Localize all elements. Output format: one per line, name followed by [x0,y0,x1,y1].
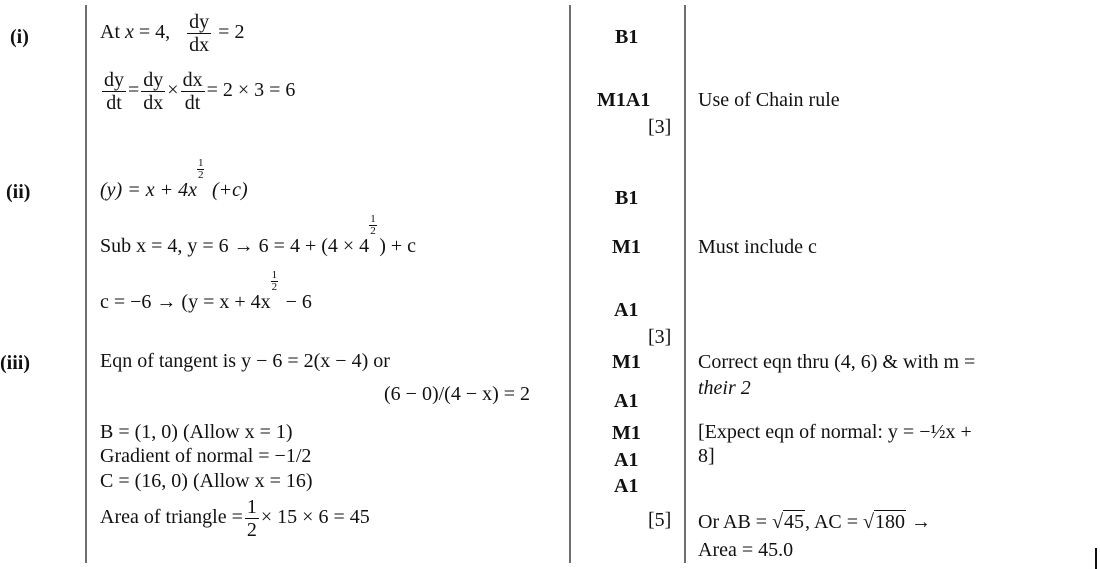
sqrt-symbol: √45 [772,511,805,533]
guidance-iii-5: Or AB = √45, AC = √180 → [698,511,931,533]
part-ii-working-line-1: (y) = x + 4x 1 2 (+c) [100,157,248,201]
part-iii-working-line-6: Area of triangle = $\frac{1}{2}$ × 15 × 6 = 45 [100,496,370,541]
total-i: [3] [648,116,672,138]
part-iii-working-line-4: Gradient of normal = −1/2 [100,445,312,467]
part-iii-working-line-2: (6 − 0)/(4 − x) = 2 [384,383,531,405]
dy-dx-fraction: $\frac{dy}{dx}$ [189,11,210,56]
part-iii-working-line-5: C = (16, 0) (Allow x = 16) [100,470,313,492]
column-divider-marks-left [569,5,571,563]
guidance-iii-6: Area = 45.0 [698,539,794,561]
total-ii: [3] [648,326,672,348]
mark-iii-1: M1 [612,351,641,373]
mark-iii-3: M1 [612,422,641,444]
part-ii-working-line-3: c = −6 → (y = x + 4x 1 2 − 6 [100,269,312,313]
mark-ii-1: B1 [615,187,639,209]
guidance-iii-2: their 2 [698,377,751,399]
column-divider-marks-right [684,5,686,563]
part-label-iii: (iii) [0,352,30,374]
part-label-ii: (ii) [6,181,31,203]
guidance-i-1: Use of Chain rule [698,89,840,111]
part-ii-working-line-2: Sub x = 4, y = 6 → 6 = 4 + (4 × 4 1 2 ) + c [100,213,417,257]
mark-iii-5: A1 [614,475,639,497]
part-i-working-line-2: $\frac{dy}{dt}$ = $\frac{dy}{dx}$ × $\frac{dx}{dt}$ = 2 × 3 = 6 [104,69,296,114]
part-label-i: (i) [10,26,29,48]
guidance-ii-1: Must include c [698,236,817,258]
guidance-iii-4: 8] [698,445,715,467]
part-i-working-line-1: At x = 4, $\frac{dy}{dx}$ = 2 [100,11,245,56]
mark-iii-2: A1 [614,390,639,412]
guidance-iii-1: Correct eqn thru (4, 6) & with m = [698,351,976,373]
part-iii-working-line-3: B = (1, 0) (Allow x = 1) [100,421,293,443]
mark-iii-4: A1 [614,449,639,471]
total-iii: [5] [648,509,672,531]
text-cursor [1095,548,1097,569]
mark-i-2: M1A1 [597,89,651,111]
mark-i-1: B1 [615,26,639,48]
part-iii-working-line-1: Eqn of tangent is y − 6 = 2(x − 4) or [100,350,390,372]
mark-ii-3: A1 [614,299,639,321]
column-divider-left [85,5,87,563]
guidance-iii-3: [Expect eqn of normal: y = −½x + [698,421,972,443]
mark-ii-2: M1 [612,236,641,258]
